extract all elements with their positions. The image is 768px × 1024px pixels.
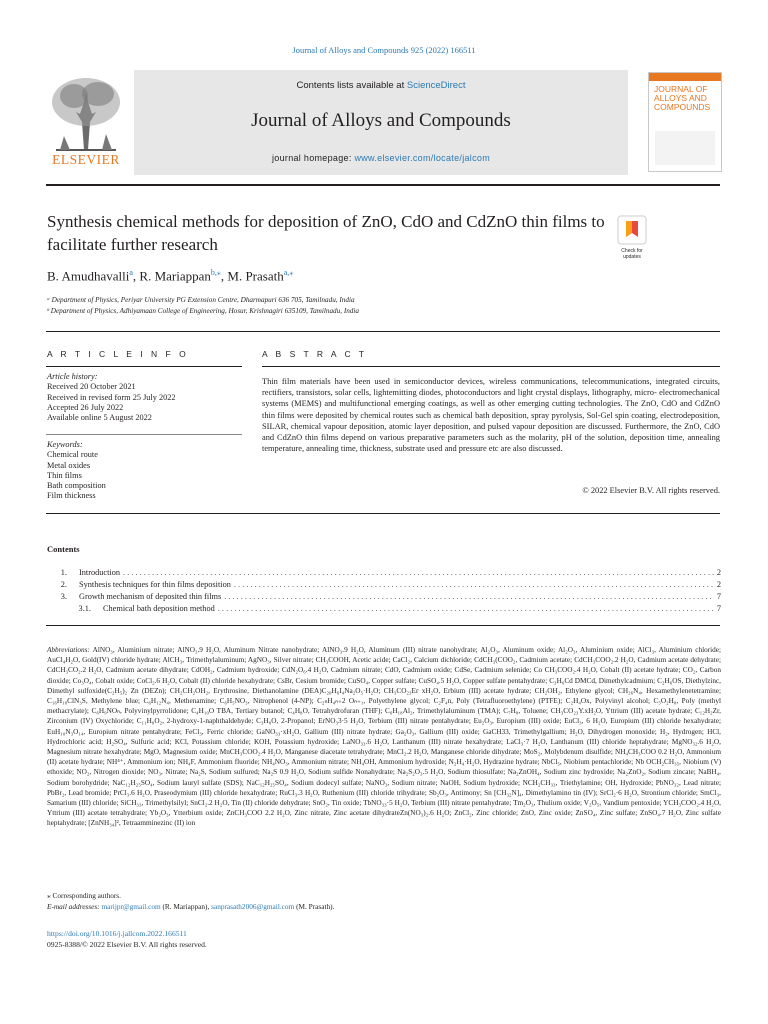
issn-line: 0925-8388/© 2022 Elsevier B.V. All rights reserved. [47, 940, 207, 949]
toc-number: 3.1. [78, 604, 91, 613]
toc-number: 3. [60, 592, 67, 601]
elsevier-logo [46, 72, 126, 172]
toc-title: Growth mechanism of deposited thin films [79, 592, 222, 601]
abbreviations [47, 645, 721, 829]
divider [46, 513, 720, 514]
history-item: Received in revised form 25 July 2022 [47, 392, 176, 402]
abstract-heading: A B S T R A C T [262, 349, 368, 359]
article-history [47, 372, 243, 423]
abstract-text: Thin film materials have been used in semiconductor devices, wireless communications, telecommunications, integrated circuits, rectifiers, transistors, solar cells, lightemitting diodes, photoconductors and light crystal displays, lithography, micro- electromechanical systems (MEMS) and multifunctional emerging coatings, as well as other emerging cutting technologies. The ZnO, CdO and CdZnO thin films were deposited by chemical routes such as chemical bath deposition, spray pyrolysis, Sol-Gel spin coating, electrodeposition, SILAR, chemical vapour deposition, atomic layer deposition, and pulsed vapour deposition are discussed. Furthermore, the ZnO, CdO and CdZnO thin films depend on various preparative parameters such as the molarity, pH of the solution, deposition time, annealing temperature, annealing time, thickness, substrate used and pressure etc are also discussed. [262, 377, 720, 454]
toc-title: Synthesis techniques for thin films deposition [79, 580, 231, 589]
corresponding-note: ⁎ Corresponding authors. [47, 891, 121, 900]
toc-page: 2 [716, 580, 721, 589]
abbreviations-label: Abbreviations: [47, 646, 90, 654]
toc-title: Introduction [79, 568, 121, 577]
sciencedirect-link[interactable]: ScienceDirect [406, 80, 466, 91]
affiliation: ᵇ Department of Physics, Adhiyamaan College of Engineering, Hosur, Krishnagiri 635109, Tamilnadu, India [47, 307, 359, 315]
toc-title: Chemical bath deposition method [103, 604, 215, 613]
toc-entry[interactable] [47, 568, 721, 577]
author-affil[interactable]: b,⁎ [210, 268, 221, 277]
toc-entry[interactable] [47, 580, 721, 589]
article-title: Synthesis chemical methods for deposition of ZnO, CdO and CdZnO thin films to facilitate further research [47, 212, 605, 254]
keyword: Bath composition [47, 481, 106, 491]
doi-url[interactable]: https://doi.org/10.1016/j.jallcom.2022.166511 [47, 929, 187, 938]
history-item: Accepted 26 July 2022 [47, 402, 124, 412]
journal-reference[interactable]: Journal of Alloys and Compounds 925 (2022) 166511 [292, 45, 476, 55]
publisher-name: ELSEVIER [52, 152, 120, 167]
keyword: Thin films [47, 470, 82, 480]
divider [262, 366, 720, 367]
journal-title: Journal of Alloys and Compounds [251, 110, 511, 131]
contents-availability [134, 80, 628, 91]
email-owner: (M. Prasath). [294, 902, 335, 911]
email-owner: (R. Mariappan), [160, 902, 212, 911]
abstract-copyright: © 2022 Elsevier B.V. All rights reserved. [582, 486, 720, 495]
history-label: Article history: [47, 372, 98, 381]
toc-page: 2 [716, 568, 721, 577]
doi-link[interactable] [47, 928, 187, 939]
history-item: Available online 5 August 2022 [47, 413, 152, 423]
author-name: B. Amudhavalli [47, 268, 130, 284]
homepage-prefix: journal homepage: [271, 153, 355, 163]
keyword: Film thickness [47, 491, 96, 501]
divider [46, 625, 720, 626]
keywords [47, 440, 243, 502]
divider [46, 366, 242, 367]
toc-number: 1. [60, 568, 67, 577]
keyword: Chemical route [47, 450, 98, 460]
divider [46, 331, 720, 332]
header-rule [46, 184, 720, 186]
toc-page: 7 [716, 604, 721, 613]
journal-cover [648, 72, 722, 172]
toc-entry[interactable] [47, 604, 721, 613]
contents-prefix: Contents lists available at [296, 80, 407, 91]
article-info-heading: A R T I C L E I N F O [47, 349, 189, 359]
author-list: B. Amudhavalli$^a$, R. Mariappan$^{b,⁎}$, M. Prasath$^{a,⁎}$ [47, 268, 294, 284]
divider [46, 434, 242, 435]
journal-banner [134, 70, 628, 175]
email-label: E-mail addresses: [47, 902, 102, 911]
check-updates-icon [617, 215, 647, 245]
check-updates-label: Check for updates [621, 248, 643, 260]
history-item: Received 20 October 2021 [47, 382, 136, 392]
author-name: M. Prasath [227, 268, 284, 284]
homepage-link[interactable]: www.elsevier.com/locate/jalcom [354, 153, 490, 163]
toc-entry[interactable] [47, 592, 721, 601]
author-affil[interactable]: a,⁎ [283, 268, 294, 277]
journal-homepage [134, 153, 628, 163]
toc-page: 7 [716, 592, 721, 601]
email-link[interactable]: sanprasath2006@gmail.com [211, 902, 295, 911]
keyword: Metal oxides [47, 460, 91, 470]
toc-number: 2. [60, 580, 67, 589]
email-link[interactable]: marijpr@gmail.com [101, 902, 161, 911]
author-affil[interactable]: a [129, 268, 133, 277]
author-name: R. Mariappan [139, 268, 211, 284]
check-for-updates-badge[interactable] [617, 215, 647, 260]
keywords-label: Keywords: [47, 440, 83, 449]
cover-title: JOURNAL OF ALLOYS AND COMPOUNDS [654, 84, 711, 112]
abbreviations-text: AlNO₃, Aluminium nitrate; AlNO₃.9 H₂O, Aluminum Nitrate nanohydrate; AlNO₃.9 H₂O, Aluminum (III) nitrate nanohydrate; Al₂O₃, Aluminum oxide; Al₂O₃, Aluminium oxide; AlCl₃, Aluminium chloride; AuCl₄H₂O, Gold(IV) chloride hydrate; AlCH₃, Trimethylaluminum; AgNO₃, Silver nitrate; CH₃COOH, Acetic acide; CaCl₂, Calcium dichloride; CdCH₃(COO₂, Cadmium acetate; CdCH₃COO₂.2 H₂O, Cadmium acetate dehydrate; CdCH₃CO₂.2 H₂O, Cadmium acetate dihydrate; CdOH₂, Cadmium hydroxide; CdN₂O₆.4 H₂O, Cadmium nitrate; CdO, Cadmium oxide; CdSe, Cadmium selenide; Co CH₃COO₂.4 H₂O, Cobalt (II) acetate hydrate; CO₂, Carbon dioxide; Co₃O₄, Cobalt oxide; CoCl₂.6 H₂O, Cobalt (II) chloride hexahydrate; CsBr, Cesium bromide; CuSO₄, Copper sulfate; CuSO₄.5 H₂O, Copper sulfate pentahydrate; C₃H₆Cd DMCd, Dimethylcadmium; C₂H₆OS, Diethylzinc, Dimethyl sulfoxide(C₂H₅)₂ Zn (DEZn); CH₂CH₂OH₂, Erythrosine, Diethanolamine (DEA)C₂₀H₆I₄Na₂O₅·H₂O; CH₃CO₂₃Er xH₂O, Erbium (III) acetate hydrate; CH₂OH₂, Ethylene glycol; CH₂₆N₄, Hexamethylenetetramine; C₁₆H₁₈ClN₃S, Methylene blue; C₆H₁₂N₄, Methenamine; C₆H₅NO₃, Nitrophenol (4-NP); C₂ₙH₄ₙ₊2 Oₙ₊₁, Polyethylene glycol; C₂F₄n, Poly (Tetrafluoroethylene) (PTFE); C₂H₄Ox, Polyvinyl alcohol; C₅O₂H₈, Poly (methyl methacrylate); C₆H₉NOₙ, Polyvinylpyrrolidone; C₄H₁₀O TBA, Tertiary butanol; C₄H₈O, Tetrahydrofuran (THF); C₆H₁₈Al₂, Trimethylaluminum (TMA); C₇H₈, Toluene; CH₃CO₂₃Y.xH₂O, Yttrium (III) acetate hydrate; C₁₂H₂Zr, Zirconium (IV) Oxychloride; C₁₁H₈O₂, 2-hydroxy-1-naphthaldehyde; C₃H₈O, 2-Propanol; ErNO₃3·5 H₂O, Terbium (III) nitrate pentahydrate; Eu₂O₃, Europium (III) oxide; EuCl₃, 6 H₂O, Europium (III) chloride hexahydrate; EuH₁₀N₃O₁₄, Europium nitrate pentahydrate; FeCl₃, Ferric chloride; GaNO₃₃·xH₂O, Gallium (III) nitrate hydrate; Ga₂O₃, Gallium (III) oxide; GaCH33, Trimethylgallium; H₂O, Dihydrogen monoxide; H₂, Hydrogen; HCl, Hydrochloric acid; H₂SO₄, Sulfuric acid; KCl, Potassium chloride; KOH, Potassium hydroxide; LaNO₃₃.6 H₂O, Lanthanum (III) nitrate hexahydrate; LaCl₃·7 H₂O, Lanthanum (III) chloride heptahydrate; MgNO₃₂.6 H₂O, Magnesium nitrate hexahydrate; MgO, Magnesium oxide; MnCH₃COO₂.4 H₂O, Manganese diacetate tetrahydrate; MnCl₂.2 H₂O, Manganese chloride dihydrate; MoS₂, Molybdenum disulfide; NH₄CH₃COO 0.2 H₂O, Ammonium (II) acetate hydrate; NH⁴⁺, Ammonium ion; NH₄F, Ammonium fluoride; NH₄NO₃, Ammonium nitrate; NH₄OH, Ammonium hydroxide; N₂H₄·H₂O, Hydrazine hydrate; NbCl₅, Niobium pentachloride; Nb OCH₂CH₃₅, Niobium (V) ethoxide; NO₂, Nitrogen dioxide; NO₃, Nitrate; Na₂S, Sodium sulfured; Na₂S 0.9 H₂O, Sodium sulfide Nonahydrate; Na₂S₂O₃.5 H₂O, Sodium thiosulfate; Na₂ZnOH₄, Sodium zinc hydroxide; Na₂ZnO₂, Sodium zincate; NaBH₄, Sodium borohydride; NaC₁₂H₂₅SO₄, Sodium lauryl sulfate (SDS); NaC₁₂H₂₅SO₄, Sodium dodecyl sulfate; NaNO₃, Sodium nitrate; NaOH, Sodium hydroxide; NCH₂CH₃₃, Triethylamine; OH, Hydroxide; PbNO₃₂, Lead nitrate; PbBr₂, Lead bromide; PrCl₃.6 H₂O, Praseodymium (III) chloride hexahydrate; RuCl₃.3 H₂O, Ruthenium (III) chloride trihydrate; Sb₂O₃, Antimony; Sn [CH₃₂N]₄, Dimethylamino tin (IV); SrCl₂·6 H₂O, Strontium chloride; SmCl₃, Samarium (III) chloride; SiCH₃₃, Trimethylsilyl; SnCl₂.2 H₂O, Tin (II) chloride dehydrate; SnO₂, Tin oxide; TbNO₃₃·5 H₂O, Terbium (III) nitrate pentahydrate; Tm₂O₃, Thulium oxide; V₂O₅, Vandium pentoxide; YCH₃COO₂.4 H₂O, Yttrium (III) acetate tetrahydrate; Yb₂O₃, Ytterbium oxide; ZnCH₃COO 2.2 H₂O, Zinc nitrate, Zinc acetate dihydrateZn(NO₃)₂.6 H₂O; ZnCl₂, Zinc chloride; ZnO, Zinc oxide; ZnSO₄, Zinc sulfate; ZnSO₄.7 H₂O, Zinc sulfate heptahydrate; [ZnNH₃₄]², Tetraamminezinc (II) ion [47, 646, 721, 828]
contents-heading: Contents [47, 544, 80, 554]
email-note [47, 902, 334, 913]
affiliation: ᵃ Department of Physics, Periyar University PG Extension Centre, Dharmapuri 636 705, Tamilnadu, India [47, 296, 355, 304]
